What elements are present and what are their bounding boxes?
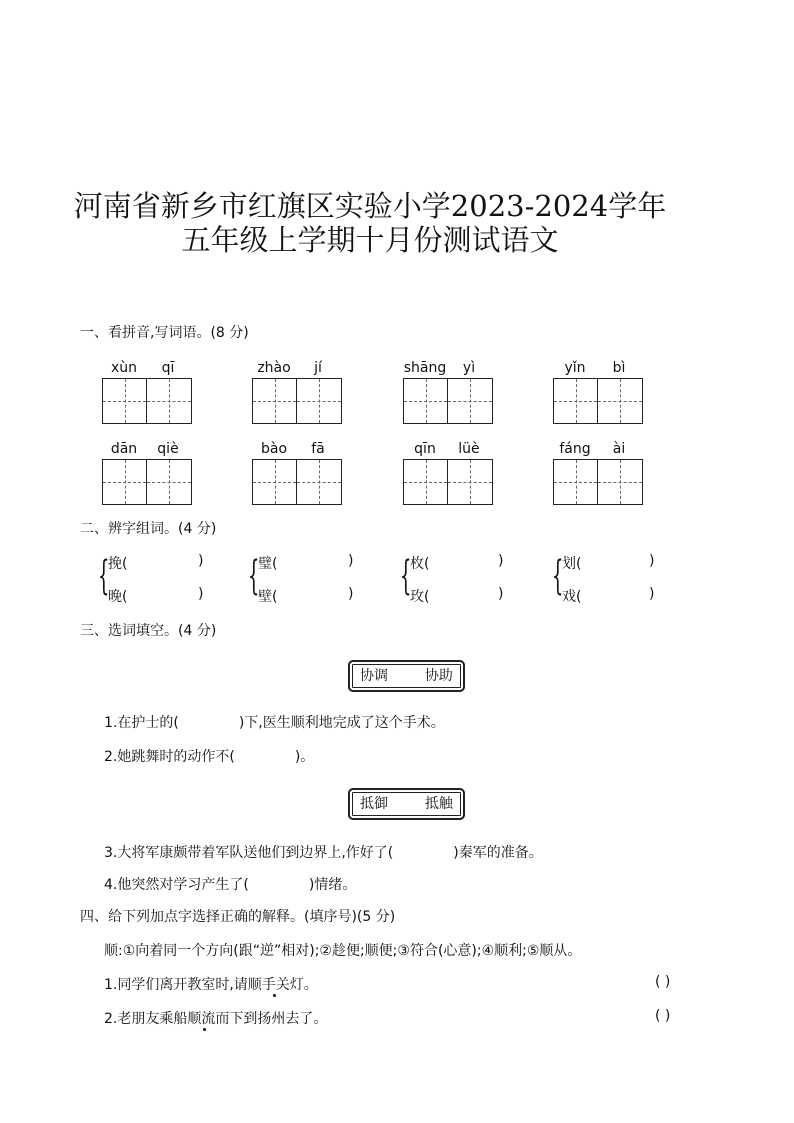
pair-bottom-close: ) xyxy=(649,586,655,602)
tianzige-cell[interactable] xyxy=(598,379,642,423)
section2-heading: 二、辨字组词。(4 分) xyxy=(80,521,217,537)
word-option: 抵触 xyxy=(424,796,453,812)
pair-top: 划( xyxy=(562,556,582,572)
word-choice-box-2 xyxy=(348,788,465,820)
tianzige-writing-box[interactable] xyxy=(252,378,342,424)
question-text: 1.在护士的( xyxy=(104,715,179,731)
tianzige-cell[interactable] xyxy=(554,460,598,504)
brace-glyph: { xyxy=(248,553,260,599)
word-option: 协助 xyxy=(424,668,453,684)
tianzige-cell[interactable] xyxy=(147,460,191,504)
question-text: 4.他突然对学习产生了( xyxy=(104,877,249,893)
tianzige-cell[interactable] xyxy=(448,460,492,504)
section3-heading: 三、选词填空。(4 分) xyxy=(80,623,217,639)
word-option: 抵御 xyxy=(360,796,388,812)
definition-line: 顺:①向着同一个方向(跟“逆”相对);②趁便;顺便;③符合(心意);④顺利;⑤顺从。 xyxy=(104,943,582,959)
pinyin-syllable: jí xyxy=(314,360,322,376)
pair-bottom-close: ) xyxy=(348,586,354,602)
pinyin-syllable: ài xyxy=(612,441,626,457)
question-3-2 xyxy=(104,746,314,766)
question-text: )秦军的准备。 xyxy=(453,845,543,861)
tianzige-cell[interactable] xyxy=(297,379,341,423)
answer-paren: ( ) xyxy=(655,974,671,990)
tianzige-writing-box[interactable] xyxy=(252,459,342,505)
tianzige-cell[interactable] xyxy=(598,460,642,504)
pair-bottom: 晚( xyxy=(108,589,128,605)
pair-bottom: 玫( xyxy=(410,589,430,605)
pinyin-syllable: qīn xyxy=(414,441,436,457)
brace-glyph: { xyxy=(400,553,412,599)
question-3-4 xyxy=(104,874,356,894)
tianzige-cell[interactable] xyxy=(404,460,448,504)
question-3-1 xyxy=(104,712,445,732)
pair-bottom-close: ) xyxy=(198,586,204,602)
question-text: 3.大将军康颇带着军队送他们到边界上,作好了( xyxy=(104,845,394,861)
question-3-3 xyxy=(104,842,543,862)
word-option: 协调 xyxy=(360,668,388,684)
pair-top: 枚( xyxy=(410,556,430,572)
tianzige-cell[interactable] xyxy=(147,379,191,423)
pinyin-syllable: qī xyxy=(161,360,175,376)
tianzige-cell[interactable] xyxy=(253,460,297,504)
pinyin-syllable: shāng xyxy=(403,360,447,376)
pair-top: 璧( xyxy=(258,556,278,572)
tianzige-cell[interactable] xyxy=(448,379,492,423)
pinyin-syllable: xùn xyxy=(110,360,138,376)
pinyin-syllable: qiè xyxy=(157,441,179,457)
pinyin-syllable: fā xyxy=(311,441,325,457)
brace-glyph: { xyxy=(98,553,110,599)
page-title-line1: 河南省新乡市红旗区实验小学2023-2024学年 xyxy=(73,189,667,223)
question-4-2: 2.老朋友乘船顺流而下到扬州去了。 xyxy=(104,1011,328,1027)
tianzige-cell[interactable] xyxy=(253,379,297,423)
pair-top-close: ) xyxy=(198,553,204,569)
pinyin-syllable: bì xyxy=(612,360,626,376)
pair-top-close: ) xyxy=(348,553,354,569)
pair-top-close: ) xyxy=(649,553,655,569)
pair-top-close: ) xyxy=(498,553,504,569)
section4-heading: 四、给下列加点字选择正确的解释。(填序号)(5 分) xyxy=(80,909,396,925)
pinyin-syllable: fáng xyxy=(559,441,591,457)
answer-paren: ( ) xyxy=(655,1008,671,1024)
pair-top: 挽( xyxy=(108,556,128,572)
question-text: )下,医生顺利地完成了这个手术。 xyxy=(238,715,445,731)
tianzige-writing-box[interactable] xyxy=(553,378,643,424)
pinyin-syllable: lüè xyxy=(458,441,480,457)
tianzige-writing-box[interactable] xyxy=(553,459,643,505)
tianzige-cell[interactable] xyxy=(404,379,448,423)
pinyin-syllable: dān xyxy=(110,441,138,457)
tianzige-cell[interactable] xyxy=(297,460,341,504)
tianzige-writing-box[interactable] xyxy=(403,378,493,424)
tianzige-cell[interactable] xyxy=(103,379,147,423)
emphasis-dot xyxy=(273,994,276,997)
pinyin-syllable: yì xyxy=(462,360,476,376)
question-4-1: 1.同学们离开教室时,请顺手关灯。 xyxy=(104,977,318,993)
word-choice-box-1 xyxy=(348,660,465,692)
question-text: 2.她跳舞时的动作不( xyxy=(104,749,235,765)
pinyin-syllable: zhào xyxy=(257,360,291,376)
page-title-line2: 五年级上学期十月份测试语文 xyxy=(181,223,559,257)
tianzige-writing-box[interactable] xyxy=(102,459,192,505)
pair-bottom: 壁( xyxy=(258,589,278,605)
brace-glyph: { xyxy=(552,553,564,599)
question-text: )情绪。 xyxy=(308,877,357,893)
pinyin-syllable: yǐn xyxy=(564,360,586,376)
pinyin-syllable: bào xyxy=(260,441,288,457)
tianzige-cell[interactable] xyxy=(103,460,147,504)
pair-bottom: 戏( xyxy=(562,589,582,605)
tianzige-cell[interactable] xyxy=(554,379,598,423)
tianzige-writing-box[interactable] xyxy=(102,378,192,424)
question-text: )。 xyxy=(294,749,315,765)
emphasis-dot xyxy=(203,1028,206,1031)
tianzige-writing-box[interactable] xyxy=(403,459,493,505)
section1-heading: 一、看拼音,写词语。(8 分) xyxy=(80,325,249,341)
pair-bottom-close: ) xyxy=(498,586,504,602)
